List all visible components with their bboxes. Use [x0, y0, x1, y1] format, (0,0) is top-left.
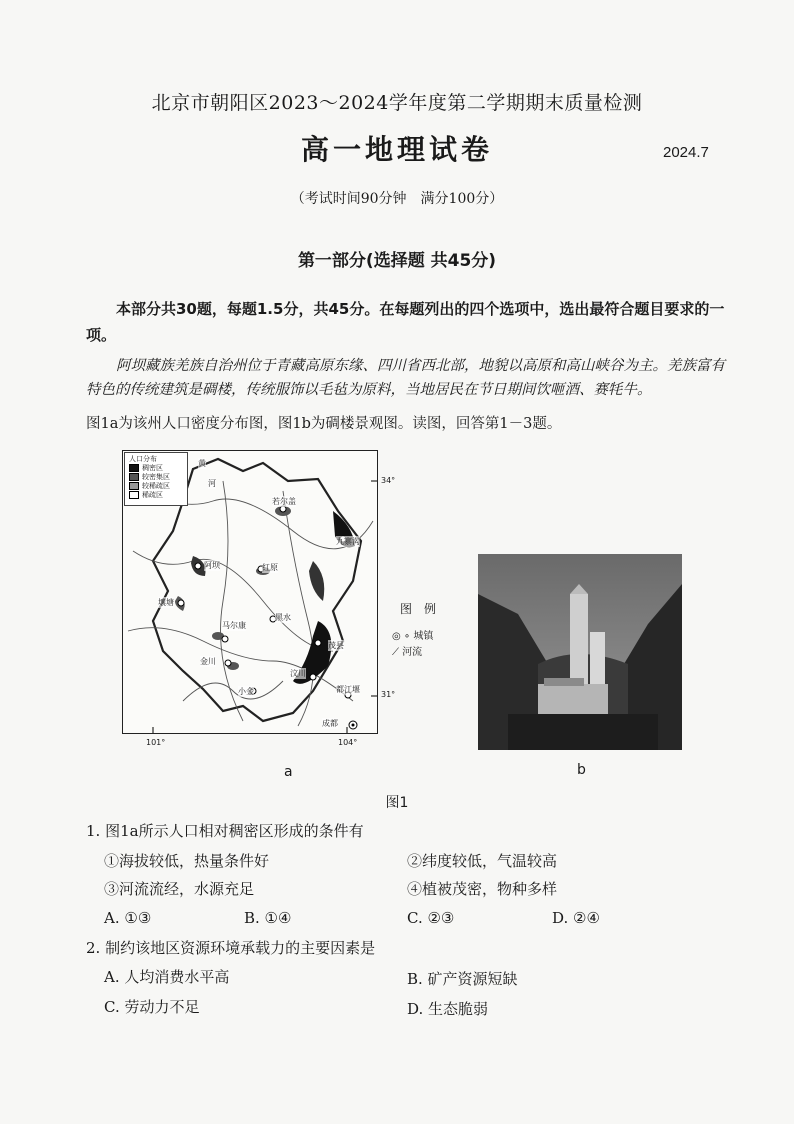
map-label-jiuzhaigou: 九寨沟 [336, 537, 360, 546]
legend-label: 稠密区 [142, 463, 163, 472]
map-label-he: 河 [208, 479, 216, 488]
river-icon: ⟋ [392, 647, 399, 658]
coord-104: 104° [338, 738, 358, 747]
part-instructions: 本部分共30题，每题1.5分，共45分。在每题列出的四个选项中，选出最符合题目要求的一项。 [86, 300, 725, 344]
coord-34: 34° [381, 476, 396, 485]
q1-statement-3: ③河流流经，水源充足 [104, 880, 255, 898]
map-label-wenchuan: 汶川 [290, 669, 306, 678]
map-label-chengdu: 成都 [322, 719, 338, 728]
legend-label: 较稀疏区 [142, 481, 170, 490]
exam-info: （考试时间90分钟 满分100分） [290, 191, 504, 207]
map-legend-title: 图 例 [400, 602, 437, 616]
paper-title: 高一地理试卷 [300, 133, 493, 166]
q2-option-b[interactable]: B. 矿产资源短缺 [407, 970, 518, 988]
map-label-jinchuan: 金川 [200, 657, 216, 666]
map-population-legend [124, 452, 188, 506]
legend-swatch-dense [129, 464, 139, 472]
map-label-xiaojin: 小金 [238, 687, 254, 696]
legend-title: 人口分布 [129, 455, 157, 463]
question-1-stem: 1. 图1a所示人口相对稠密区形成的条件有 [86, 822, 364, 840]
passage-question-ref: 图1a为该州人口密度分布图，图1b为碉楼景观图。读图，回答第1－3题。 [86, 416, 562, 432]
question-2-stem: 2. 制约该地区资源环境承载力的主要因素是 [86, 939, 376, 957]
map-label-aba: 阿坝 [204, 561, 220, 570]
legend-town-label: 城镇 [413, 631, 434, 642]
diaolou-photo [478, 554, 682, 750]
q1-statement-2: ②纬度较低，气温较高 [407, 852, 558, 870]
coord-31: 31° [381, 690, 396, 699]
map-label-hongyuan: 红原 [262, 563, 278, 572]
legend-swatch-sparse [129, 491, 139, 499]
q2-option-c[interactable]: C. 劳动力不足 [104, 998, 200, 1016]
q1-option-a[interactable]: A. ①③ [104, 909, 152, 927]
legend-label: 较密集区 [142, 472, 170, 481]
map-label-rangtang: 壤塘 [158, 598, 174, 607]
map-label-maoxian: 茂县 [328, 641, 344, 650]
q1-option-b[interactable]: B. ①④ [244, 909, 292, 927]
map-label-barkam: 马尔康 [222, 621, 246, 630]
legend-label: 稀疏区 [142, 490, 163, 499]
q1-statement-1: ①海拔较低，热量条件好 [104, 852, 270, 870]
exam-header-line: 北京市朝阳区2023～2024学年度第二学期期末质量检测 [151, 92, 643, 114]
q1-option-d[interactable]: D. ②④ [552, 909, 600, 927]
passage-text: 阿坝藏族羌族自治州位于青藏高原东缘、四川省西北部，地貌以高原和高山峡谷为主。羌族富有特色的传统建筑是碉楼，传统服饰以毛毡为原料，当地居民在节日期间饮咂酒、赛牦牛。 [86, 358, 725, 398]
legend-river-label: 河流 [402, 647, 423, 658]
q1-option-c[interactable]: C. ②③ [407, 909, 455, 927]
coord-101: 101° [146, 738, 166, 747]
map-label-huang: 黄 [198, 459, 206, 468]
exam-date: 2024.7 [663, 144, 709, 161]
legend-river [392, 643, 422, 658]
map-label-zoige: 若尔盖 [272, 497, 296, 506]
legend-town [392, 627, 433, 642]
subfigure-b-label: b [577, 762, 586, 778]
q1-statement-4: ④植被茂密，物种多样 [407, 880, 558, 898]
q2-option-a[interactable]: A. 人均消费水平高 [104, 968, 230, 986]
subfigure-a-label: a [284, 764, 293, 780]
legend-swatch-fairly-dense [129, 473, 139, 481]
town-icon: ◎ ∘ [392, 631, 411, 642]
watchtower-photo-drawing [478, 554, 682, 750]
figure-label: 图1 [385, 795, 409, 811]
part-title: 第一部分(选择题 共45分) [297, 251, 497, 271]
map-label-dujiangyan: 都江堰 [336, 685, 360, 694]
legend-item [129, 490, 163, 499]
map-label-heishui: 黑水 [275, 613, 291, 622]
q2-option-d[interactable]: D. 生态脆弱 [407, 1000, 489, 1018]
legend-swatch-fairly-sparse [129, 482, 139, 490]
